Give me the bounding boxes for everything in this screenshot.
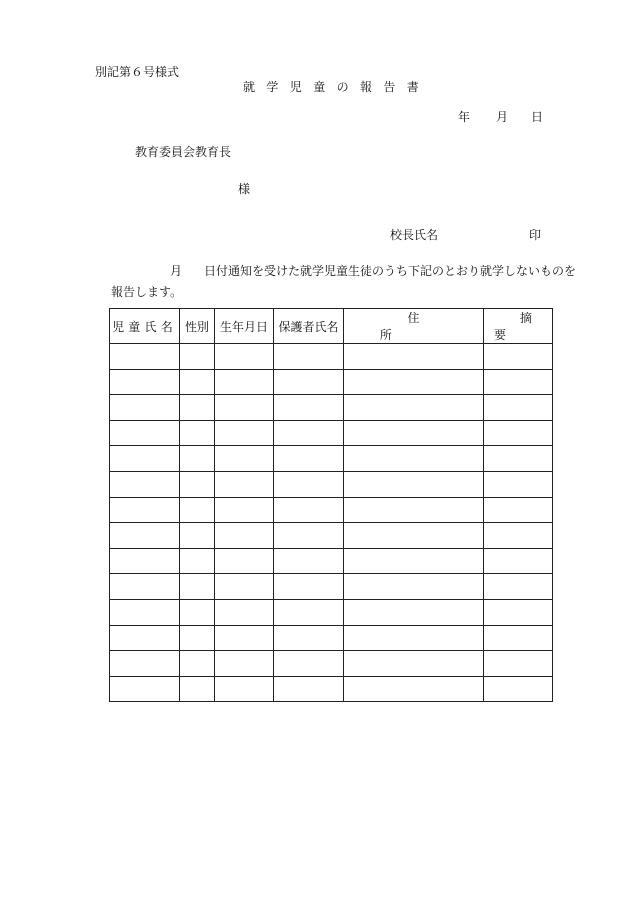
cell-birthdate[interactable] (215, 471, 274, 497)
cell-child-name[interactable] (110, 599, 180, 625)
cell-remarks[interactable] (484, 574, 553, 600)
cell-address[interactable] (344, 446, 484, 472)
date-month-label: 月 (496, 110, 509, 124)
cell-guardian-name[interactable] (274, 651, 344, 677)
cell-remarks[interactable] (484, 599, 553, 625)
cell-child-name[interactable] (110, 523, 180, 549)
cell-remarks[interactable] (484, 676, 553, 702)
cell-birthdate[interactable] (215, 625, 274, 651)
cell-child-name[interactable] (110, 676, 180, 702)
cell-guardian-name[interactable] (274, 548, 344, 574)
cell-sex[interactable] (180, 574, 215, 600)
cell-address[interactable] (344, 548, 484, 574)
cell-child-name[interactable] (110, 395, 180, 421)
cell-child-name[interactable] (110, 420, 180, 446)
cell-remarks[interactable] (484, 651, 553, 677)
cell-remarks[interactable] (484, 420, 553, 446)
cell-birthdate[interactable] (215, 523, 274, 549)
cell-sex[interactable] (180, 625, 215, 651)
cell-birthdate[interactable] (215, 344, 274, 370)
cell-sex[interactable] (180, 369, 215, 395)
body-month-label: 月 (170, 264, 183, 278)
cell-remarks[interactable] (484, 523, 553, 549)
cell-guardian-name[interactable] (274, 471, 344, 497)
date-day-label: 日 (531, 110, 544, 124)
cell-sex[interactable] (180, 599, 215, 625)
seal-mark: 印 (529, 228, 542, 242)
header-guardian-name: 保護者氏名 (274, 309, 344, 344)
cell-guardian-name[interactable] (274, 446, 344, 472)
cell-guardian-name[interactable] (274, 344, 344, 370)
cell-child-name[interactable] (110, 471, 180, 497)
table-row (110, 523, 553, 549)
cell-sex[interactable] (180, 420, 215, 446)
honorific: 様 (238, 182, 251, 196)
cell-child-name[interactable] (110, 625, 180, 651)
cell-address[interactable] (344, 599, 484, 625)
cell-guardian-name[interactable] (274, 369, 344, 395)
table-body (110, 344, 553, 702)
table-row (110, 420, 553, 446)
cell-address[interactable] (344, 676, 484, 702)
cell-remarks[interactable] (484, 497, 553, 523)
table-row (110, 471, 553, 497)
table-row (110, 369, 553, 395)
cell-birthdate[interactable] (215, 395, 274, 421)
table-row (110, 344, 553, 370)
document-title: 就学児童の報告書 (243, 80, 431, 94)
cell-child-name[interactable] (110, 574, 180, 600)
table-row (110, 497, 553, 523)
header-remarks: 摘要 (484, 309, 553, 344)
header-sex: 性別 (180, 309, 215, 344)
cell-address[interactable] (344, 471, 484, 497)
cell-guardian-name[interactable] (274, 676, 344, 702)
table-header-row (110, 309, 553, 344)
table-row (110, 676, 553, 702)
cell-guardian-name[interactable] (274, 599, 344, 625)
cell-sex[interactable] (180, 523, 215, 549)
table-row (110, 625, 553, 651)
cell-child-name[interactable] (110, 651, 180, 677)
cell-sex[interactable] (180, 676, 215, 702)
cell-address[interactable] (344, 625, 484, 651)
cell-remarks[interactable] (484, 471, 553, 497)
cell-child-name[interactable] (110, 548, 180, 574)
cell-child-name[interactable] (110, 446, 180, 472)
cell-remarks[interactable] (484, 369, 553, 395)
report-table (109, 308, 569, 702)
cell-child-name[interactable] (110, 497, 180, 523)
table-row (110, 548, 553, 574)
cell-sex[interactable] (180, 651, 215, 677)
cell-sex[interactable] (180, 497, 215, 523)
body-text-line-2: 報告します。 (111, 285, 183, 299)
cell-guardian-name[interactable] (274, 574, 344, 600)
cell-birthdate[interactable] (215, 574, 274, 600)
cell-birthdate[interactable] (215, 651, 274, 677)
cell-address[interactable] (344, 369, 484, 395)
cell-birthdate[interactable] (215, 420, 274, 446)
cell-guardian-name[interactable] (274, 497, 344, 523)
cell-guardian-name[interactable] (274, 523, 344, 549)
cell-child-name[interactable] (110, 344, 180, 370)
cell-address[interactable] (344, 395, 484, 421)
cell-remarks[interactable] (484, 548, 553, 574)
cell-guardian-name[interactable] (274, 625, 344, 651)
header-address: 住所 (344, 309, 484, 344)
date-year-label: 年 (458, 110, 471, 124)
cell-sex[interactable] (180, 446, 215, 472)
cell-birthdate[interactable] (215, 676, 274, 702)
cell-address[interactable] (344, 420, 484, 446)
cell-address[interactable] (344, 651, 484, 677)
header-birthdate: 生年月日 (215, 309, 274, 344)
table-row (110, 395, 553, 421)
cell-remarks[interactable] (484, 395, 553, 421)
form-number: 別記第６号様式 (95, 65, 180, 79)
header-child-name: 児童氏名 (110, 309, 180, 344)
cell-birthdate[interactable] (215, 446, 274, 472)
cell-birthdate[interactable] (215, 599, 274, 625)
cell-address[interactable] (344, 497, 484, 523)
cell-birthdate[interactable] (215, 497, 274, 523)
addressee: 教育委員会教育長 (135, 145, 232, 159)
cell-birthdate[interactable] (215, 369, 274, 395)
cell-sex[interactable] (180, 471, 215, 497)
principal-name-label: 校長氏名 (390, 228, 439, 242)
table-row (110, 599, 553, 625)
cell-address[interactable] (344, 574, 484, 600)
cell-child-name[interactable] (110, 369, 180, 395)
table-row (110, 651, 553, 677)
cell-guardian-name[interactable] (274, 395, 344, 421)
cell-remarks[interactable] (484, 344, 553, 370)
body-text-line-1: 日付通知を受けた就学児童生徒のうち下記のとおり就学しないものを (204, 264, 577, 278)
cell-guardian-name[interactable] (274, 420, 344, 446)
table-row (110, 574, 553, 600)
cell-address[interactable] (344, 523, 484, 549)
cell-sex[interactable] (180, 395, 215, 421)
cell-remarks[interactable] (484, 446, 553, 472)
cell-sex[interactable] (180, 344, 215, 370)
cell-birthdate[interactable] (215, 548, 274, 574)
table-row (110, 446, 553, 472)
cell-remarks[interactable] (484, 625, 553, 651)
cell-address[interactable] (344, 344, 484, 370)
cell-sex[interactable] (180, 548, 215, 574)
